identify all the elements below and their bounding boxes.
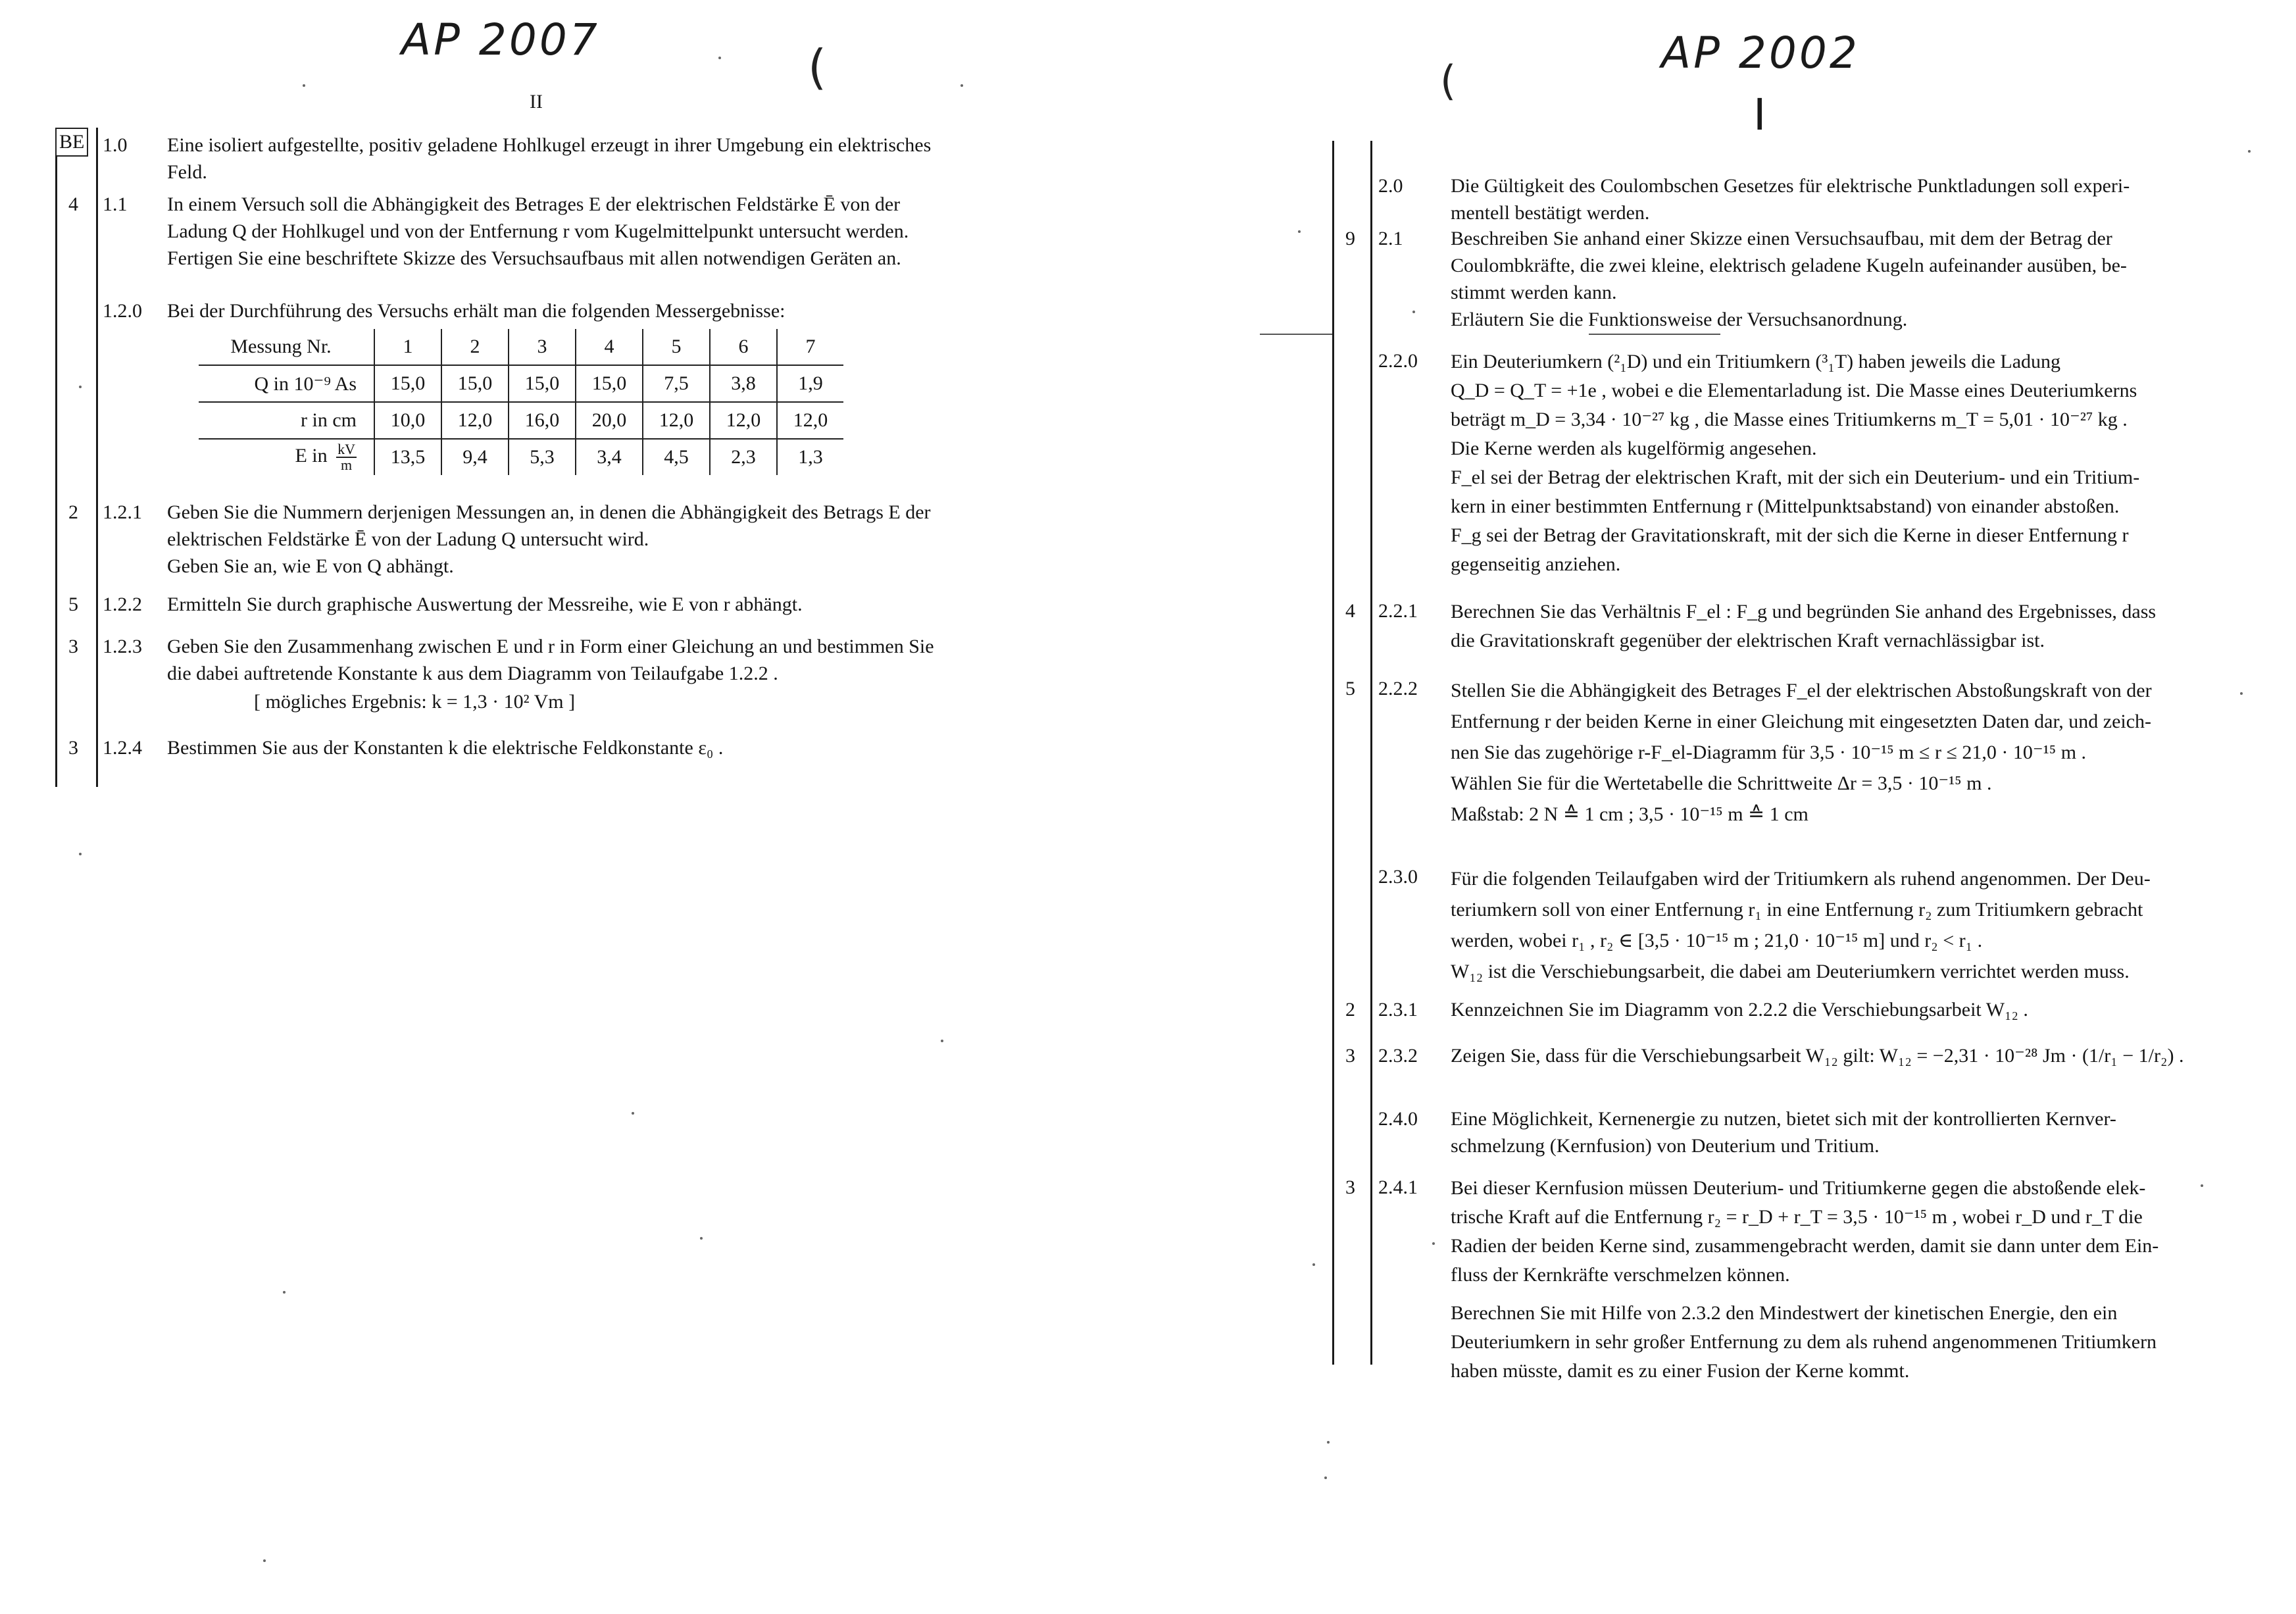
text-line: Maßstab: 2 N ≙ 1 cm ; 3,5 · 10⁻¹⁵ m ≙ 1 cm (1451, 803, 1809, 825)
bracket-mark: ( (808, 39, 827, 95)
item-text (1451, 597, 2240, 655)
text-line: F_g sei der Betrag der Gravitationskraft, mit der sich die Kerne in dieser Entfernung r (1451, 524, 2129, 546)
scan-speck (1412, 311, 1415, 313)
text-line: haben müsste, damit es zu einer Fusion der Kerne kommt. (1451, 1360, 1910, 1382)
item-number: 2.3.1 (1378, 999, 1418, 1021)
item-text (1451, 996, 2240, 1023)
table-cell: 10,0 (374, 402, 441, 439)
text-line: elektrischen Feldstärke Ē von der Ladung Q untersucht wird. (167, 528, 649, 550)
separator-line (1589, 334, 1720, 335)
item-text (1451, 675, 2240, 830)
text-line: Berechnen Sie das Verhältnis F_el : F_g und begründen Sie anhand des Ergebnisses, dass (1451, 601, 2157, 622)
scan-speck (303, 84, 305, 87)
be-points: 5 (68, 593, 78, 615)
section-roman: II (530, 91, 543, 113)
text-line: Bestimmen Sie aus der Konstanten k die elektrische Feldkonstante ε₀ . (167, 737, 724, 759)
text-line: Fertigen Sie eine beschriftete Skizze des Versuchsaufbaus mit allen notwendigen Geräten an. (167, 247, 901, 269)
right-page (1148, 0, 2296, 1614)
text-line: Entfernung r der beiden Kerne in einer Gleichung mit eingesetzten Daten dar, und zeich- (1451, 711, 2152, 732)
text-line: die dabei auftretende Konstante k aus dem Diagramm von Teilaufgabe 1.2.2 . (167, 663, 778, 684)
item-text (1451, 225, 2240, 333)
table-col-header: 6 (710, 329, 777, 365)
table-cell: 7,5 (643, 365, 710, 402)
table-cell: 5,3 (509, 439, 576, 475)
item-text (167, 591, 1082, 618)
text-line: trische Kraft auf die Entfernung r₂ = r_D + r_T = 3,5 · 10⁻¹⁵ m , wobei r_D und r_T die (1451, 1206, 2143, 1228)
item-text (1451, 347, 2240, 579)
be-column-line (55, 155, 57, 787)
text-line: Kennzeichnen Sie im Diagramm von 2.2.2 die Verschiebungsarbeit W₁₂ . (1451, 999, 2028, 1021)
item-number: 2.3.2 (1378, 1045, 1418, 1067)
text-line: schmelzung (Kernfusion) von Deuterium und Tritium. (1451, 1135, 1880, 1157)
item-text (1451, 172, 2240, 226)
table-cell: 16,0 (509, 402, 576, 439)
item-text (167, 297, 1082, 324)
be-points: 2 (68, 501, 78, 523)
possible-result: [ mögliches Ergebnis: k = 1,3 · 10² Vm ] (254, 691, 576, 713)
bracket-mark: ( (1440, 57, 1457, 105)
table-row (199, 402, 843, 439)
unit-fraction (336, 442, 357, 472)
handwritten-title: AP 2007 (401, 14, 600, 65)
text-line: Geben Sie die Nummern derjenigen Messungen an, in denen die Abhängigkeit des Betrags E der (167, 501, 931, 523)
item-text (1451, 1174, 2240, 1386)
table-col-header: 4 (576, 329, 643, 365)
scan-speck (2240, 692, 2243, 695)
be-points: 3 (68, 636, 78, 657)
table-cell: 12,0 (441, 402, 509, 439)
item-text (167, 499, 1082, 580)
item-text (1451, 1105, 2240, 1159)
text-line: Berechnen Sie mit Hilfe von 2.3.2 den Mindestwert der kinetischen Energie, den ein (1451, 1302, 2118, 1324)
scan-speck (2248, 150, 2251, 153)
table-header-row (199, 329, 843, 365)
row-label-cell (199, 439, 374, 475)
text-line: In einem Versuch soll die Abhängigkeit des Betrages E der elektrischen Feldstärke Ē von der (167, 193, 901, 215)
item-text (167, 191, 1082, 272)
table-row (199, 365, 843, 402)
text-line: teriumkern soll von einer Entfernung r₁ in eine Entfernung r₂ zum Tritiumkern gebracht (1451, 899, 2143, 920)
table-col-header: 2 (441, 329, 509, 365)
text-line: Beschreiben Sie anhand einer Skizze einen Versuchsaufbau, mit dem der Betrag der (1451, 228, 2112, 249)
table-cell: 15,0 (441, 365, 509, 402)
text-line: Eine Möglichkeit, Kernenergie zu nutzen, bietet sich mit der kontrollierten Kernver- (1451, 1108, 2116, 1130)
be-points: 3 (68, 737, 78, 759)
item-number: 2.0 (1378, 175, 1403, 197)
table-col-header: 1 (374, 329, 441, 365)
handwritten-roman: I (1753, 89, 1769, 140)
table-col-header: 3 (509, 329, 576, 365)
item-number: 1.2.2 (103, 593, 142, 615)
text-line: Q_D = Q_T = +1e , wobei e die Elementarladung ist. Die Masse eines Deuteriumkerns (1451, 380, 2137, 401)
text-line: Die Gültigkeit des Coulombschen Gesetzes für elektrische Punktladungen soll experi- (1451, 175, 2130, 197)
item-number: 2.2.0 (1378, 350, 1418, 372)
text-line: Zeigen Sie, dass für die Verschiebungsarbeit W₁₂ gilt: W₁₂ = −2,31 · 10⁻²⁸ Jm · (1/r₁ − 1/r₂) . (1451, 1045, 2184, 1067)
text-line: gegenseitig anziehen. (1451, 553, 1621, 575)
table-cell: 2,3 (710, 439, 777, 475)
text-line: W₁₂ ist die Verschiebungsarbeit, die dabei am Deuteriumkern verrichtet werden muss. (1451, 961, 2130, 982)
table-cell: 15,0 (576, 365, 643, 402)
item-number: 1.1 (103, 193, 128, 215)
item-number: 1.2.1 (103, 501, 142, 523)
item-text (167, 132, 1082, 186)
item-number: 1.0 (103, 134, 128, 156)
table-cell: 3,8 (710, 365, 777, 402)
text-line: beträgt m_D = 3,34 · 10⁻²⁷ kg , die Masse eines Tritiumkerns m_T = 5,01 · 10⁻²⁷ kg . (1451, 409, 2128, 430)
text-line: werden, wobei r₁ , r₂ ∈ [3,5 · 10⁻¹⁵ m ; 21,0 · 10⁻¹⁵ m] und r₂ < r₁ . (1451, 930, 1983, 951)
item-number: 2.2.1 (1378, 600, 1418, 622)
item-number: 2.3.0 (1378, 866, 1418, 888)
be-points: 2 (1345, 999, 1355, 1021)
measurement-table (199, 329, 843, 475)
scan-speck (283, 1291, 286, 1294)
text-line: Geben Sie an, wie E von Q abhängt. (167, 555, 454, 577)
row-label: Q in 10⁻⁹ As (254, 372, 357, 395)
be-points: 4 (68, 193, 78, 215)
be-points: 3 (1345, 1045, 1355, 1067)
handwritten-title: AP 2002 (1661, 28, 1860, 78)
scan-speck (1298, 230, 1301, 233)
item-number: 2.4.0 (1378, 1108, 1418, 1130)
be-points: 9 (1345, 228, 1355, 249)
be-header: BE (55, 128, 88, 157)
be-points: 3 (1345, 1176, 1355, 1198)
scan-speck (1327, 1441, 1330, 1444)
scan-speck (1312, 1263, 1315, 1266)
item-number: 1.2.3 (103, 636, 142, 657)
be-column-line (1332, 141, 1334, 1365)
item-number: 2.2.2 (1378, 678, 1418, 699)
text-line: Deuteriumkern in sehr großer Entfernung zu dem als ruhend angenommenen Tritiumkern (1451, 1331, 2157, 1353)
table-cell: 4,5 (643, 439, 710, 475)
table-row (199, 439, 843, 475)
number-column-line (96, 128, 98, 787)
text-line: Eine isoliert aufgestellte, positiv geladene Hohlkugel erzeugt in ihrer Umgebung ein elektrisches (167, 134, 932, 156)
scan-speck (961, 84, 963, 87)
scan-speck (632, 1112, 634, 1115)
scan-speck (700, 1237, 703, 1240)
text-line: Geben Sie den Zusammenhang zwischen E und r in Form einer Gleichung an und bestimmen Sie (167, 636, 934, 657)
text-line: mentell bestätigt werden. (1451, 202, 1650, 224)
text-line: kern in einer bestimmten Entfernung r (Mittelpunktsabstand) von einander abstoßen. (1451, 495, 2120, 517)
text-line: Die Kerne werden als kugelförmig angesehen. (1451, 438, 1817, 459)
text-line: F_el sei der Betrag der elektrischen Kraft, mit der sich ein Deuterium- und ein Tritium- (1451, 467, 2140, 488)
unit-numerator: kV (337, 441, 355, 457)
text-line: Stellen Sie die Abhängigkeit des Betrages F_el der elektrischen Abstoßungskraft von der (1451, 680, 2152, 701)
text-line: stimmt werden kann. (1451, 282, 1617, 303)
text-line: nen Sie das zugehörige r-F_el-Diagramm für 3,5 · 10⁻¹⁵ m ≤ r ≤ 21,0 · 10⁻¹⁵ m . (1451, 742, 2087, 763)
scan-speck (718, 57, 721, 59)
row-label: E in (295, 444, 328, 467)
item-text (1451, 863, 2240, 987)
table-cell: 9,4 (441, 439, 509, 475)
text-line: fluss der Kernkräfte verschmelzen können. (1451, 1264, 1790, 1286)
table-cell: 20,0 (576, 402, 643, 439)
table-cell: 15,0 (374, 365, 441, 402)
table-cell: 12,0 (710, 402, 777, 439)
text-line: Bei der Durchführung des Versuchs erhält man die folgenden Messergebnisse: (167, 300, 786, 322)
scan-speck (263, 1559, 266, 1562)
item-number: 2.1 (1378, 228, 1403, 249)
item-number: 1.2.0 (103, 300, 142, 322)
scan-speck (1324, 1476, 1327, 1479)
table-cell: 15,0 (509, 365, 576, 402)
table-cell: 1,3 (777, 439, 843, 475)
scan-speck (79, 853, 82, 855)
table-header-label: Messung Nr. (230, 336, 332, 357)
text-line: Ladung Q der Hohlkugel und von der Entfernung r vom Kugelmittelpunkt untersucht werden. (167, 220, 909, 242)
unit-denominator: m (340, 457, 353, 473)
item-text (167, 633, 1082, 687)
scan-speck (79, 386, 82, 388)
scan-speck (941, 1040, 943, 1042)
table-cell: 12,0 (777, 402, 843, 439)
item-number: 1.2.4 (103, 737, 142, 759)
table-col-header: 7 (777, 329, 843, 365)
text-line: Bei dieser Kernfusion müssen Deuterium- und Tritiumkerne gegen die abstoßende elek- (1451, 1177, 2146, 1199)
row-label: r in cm (301, 409, 357, 431)
table-cell: 12,0 (643, 402, 710, 439)
number-column-line (1370, 141, 1372, 1365)
table-cell: 1,9 (777, 365, 843, 402)
item-text (1451, 1042, 2253, 1069)
text-line: die Gravitationskraft gegenüber der elektrischen Kraft vernachlässigbar ist. (1451, 630, 2045, 651)
text-line: Radien der beiden Kerne sind, zusammengebracht werden, damit sie dann unter dem Ein- (1451, 1235, 2159, 1257)
text-line: Ein Deuteriumkern (²₁D) und ein Tritiumkern (³₁T) haben jeweils die Ladung (1451, 351, 2061, 372)
item-number: 2.4.1 (1378, 1176, 1418, 1198)
be-points: 5 (1345, 678, 1355, 699)
item-text (167, 734, 1082, 761)
table-cell: 3,4 (576, 439, 643, 475)
separator-line (1260, 334, 1332, 335)
text-line: Coulombkräfte, die zwei kleine, elektrisch geladene Kugeln aufeinander ausüben, be- (1451, 255, 2127, 276)
table-cell: 13,5 (374, 439, 441, 475)
table-col-header: 5 (643, 329, 710, 365)
text-line: Ermitteln Sie durch graphische Auswertung der Messreihe, wie E von r abhängt. (167, 593, 803, 615)
scan-speck (2201, 1184, 2203, 1187)
text-line: Erläutern Sie die Funktionsweise der Versuchsanordnung. (1451, 309, 1908, 330)
text-line: Wählen Sie für die Wertetabelle die Schrittweite Δr = 3,5 · 10⁻¹⁵ m . (1451, 772, 1992, 794)
scan-speck (1432, 1242, 1435, 1245)
text-line: Für die folgenden Teilaufgaben wird der Tritiumkern als ruhend angenommen. Der Deu- (1451, 868, 2151, 890)
be-points: 4 (1345, 600, 1355, 622)
text-line: Feld. (167, 161, 207, 183)
